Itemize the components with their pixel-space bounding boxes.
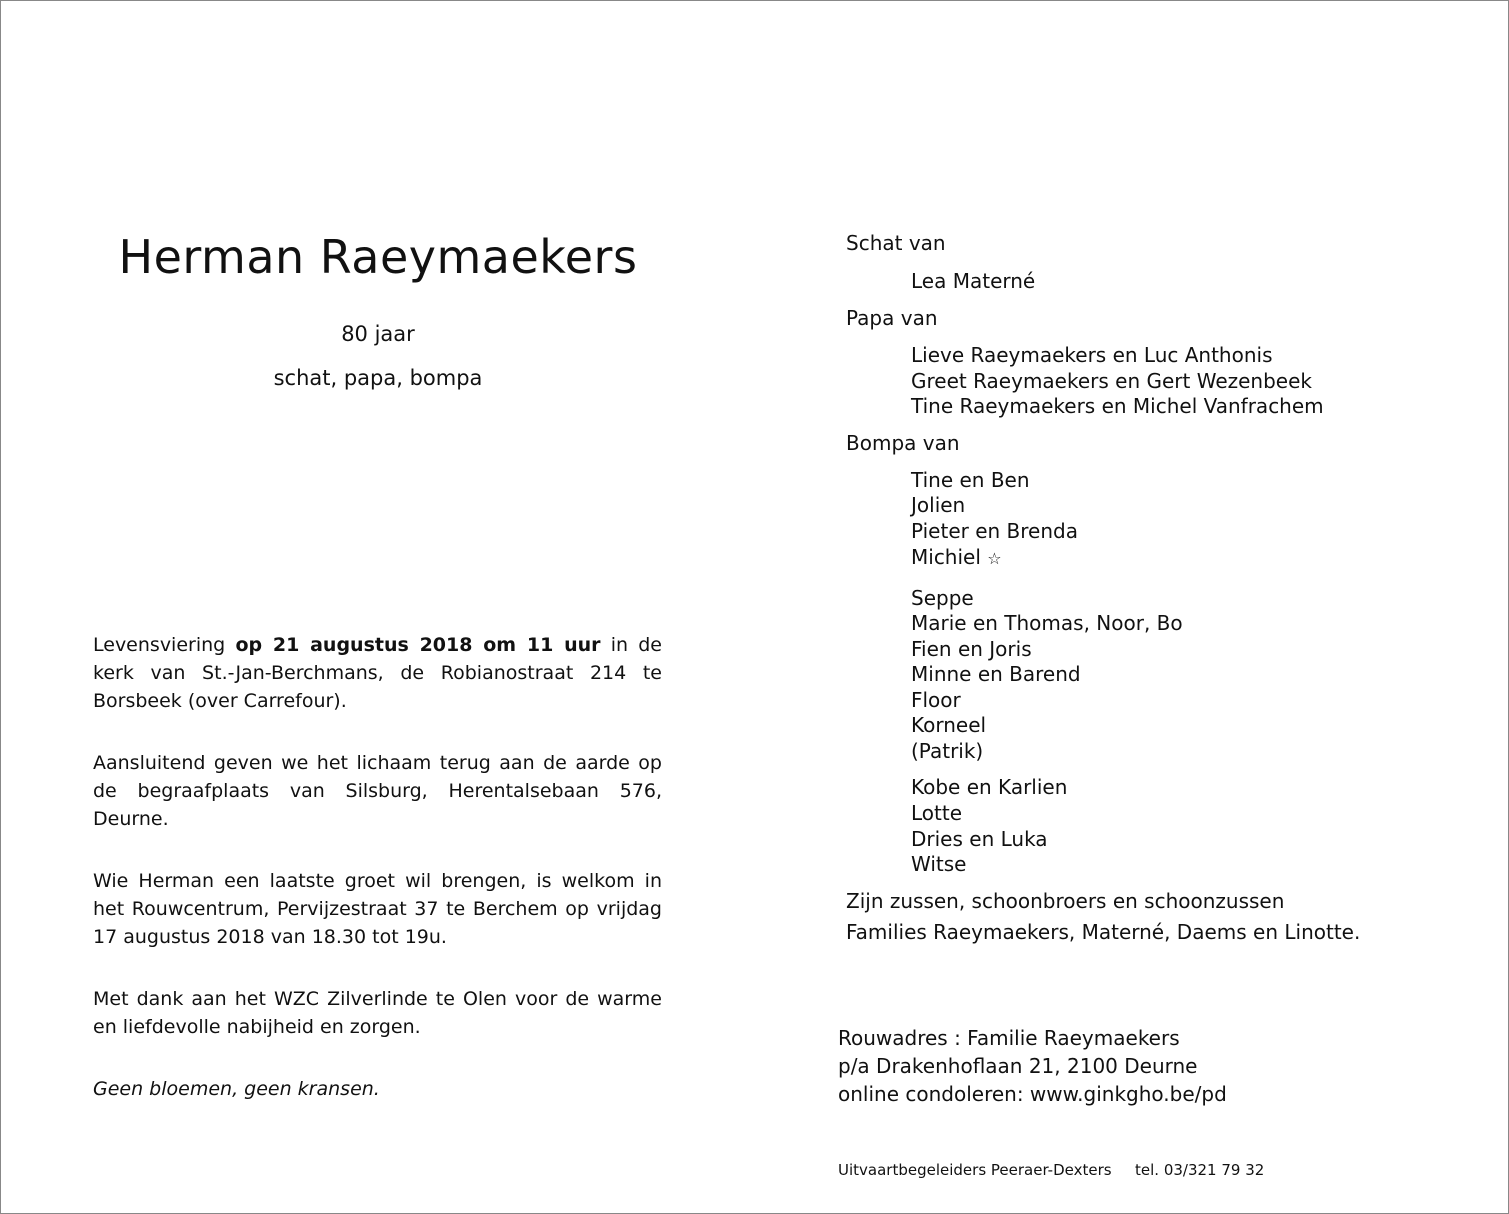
grandchild-entry: (Patrik) xyxy=(911,739,984,763)
visitation-paragraph: Wie Herman een laatste groet wil brengen, is welkom in het Rouwcentrum, Pervijzestraat 37 te Berchem op vrijdag 17 augustus 2018 van 18.30 tot 19u. xyxy=(93,870,662,948)
grandchild-entry: Pieter en Brenda xyxy=(911,519,1078,543)
ceremony-location: in de kerk van St.-Jan-Berchmans, de Robianostraat 214 te Borsbeek (over Carrefour). xyxy=(93,634,662,712)
grandchild-entry xyxy=(911,545,1002,569)
grandchild-entry: Fien en Joris xyxy=(911,637,1032,661)
grandchild-entry: Korneel xyxy=(911,713,987,737)
address-line: Rouwadres : Familie Raeymaekers xyxy=(838,1026,1180,1050)
undertaker-phone: tel. 03/321 79 32 xyxy=(1135,1161,1265,1179)
grandchild-entry: Dries en Luka xyxy=(911,827,1048,851)
grandchild-entry: Witse xyxy=(911,852,967,876)
partner-name: Lea Materné xyxy=(911,269,1036,293)
grandchild-entry: Jolien xyxy=(911,493,966,517)
child-entry: Greet Raeymaekers en Gert Wezenbeek xyxy=(911,369,1312,393)
no-flowers-note: Geen bloemen, geen kransen. xyxy=(93,1078,380,1100)
thanks-paragraph: Met dank aan het WZC Zilverlinde te Olen voor de warme en liefdevolle nabijheid en zorgen. xyxy=(93,988,662,1038)
siblings-line: Zijn zussen, schoonbroers en schoonzussen xyxy=(846,889,1285,913)
ceremony-paragraph xyxy=(93,631,662,715)
age-text: 80 jaar xyxy=(341,322,415,346)
grandchild-entry: Minne en Barend xyxy=(911,662,1081,686)
burial-paragraph: Aansluitend geven we het lichaam terug aan de aarde op de begraafplaats van Silsburg, Herentalsebaan 576, Deurne. xyxy=(93,752,662,830)
address-line: p/a Drakenhoflaan 21, 2100 Deurne xyxy=(838,1054,1198,1078)
star-icon: ☆ xyxy=(987,549,1002,568)
schat-heading: Schat van xyxy=(846,231,946,255)
papa-heading: Papa van xyxy=(846,306,938,330)
grandchild-entry: Floor xyxy=(911,688,961,712)
deceased-name: Herman Raeymaekers xyxy=(118,230,638,284)
grandchild-entry: Marie en Thomas, Noor, Bo xyxy=(911,611,1183,635)
grandchild-entry: Kobe en Karlien xyxy=(911,775,1068,799)
bompa-heading: Bompa van xyxy=(846,431,960,455)
child-entry: Lieve Raeymaekers en Luc Anthonis xyxy=(911,343,1273,367)
grandchild-entry: Lotte xyxy=(911,801,963,825)
grandchild-entry: Seppe xyxy=(911,586,974,610)
condolence-url: online condoleren: www.ginkgho.be/pd xyxy=(838,1082,1227,1106)
child-entry: Tine Raeymaekers en Michel Vanfrachem xyxy=(911,394,1324,418)
ceremony-intro: Levensviering xyxy=(93,634,236,656)
undertaker-name: Uitvaartbegeleiders Peeraer-Dexters xyxy=(838,1161,1112,1179)
grandchild-entry: Tine en Ben xyxy=(911,468,1030,492)
families-line: Families Raeymaekers, Materné, Daems en Linotte. xyxy=(846,920,1361,944)
ceremony-datetime: op 21 augustus 2018 om 11 uur xyxy=(235,634,601,656)
roles-text: schat, papa, bompa xyxy=(273,366,483,390)
grandchild-name: Michiel xyxy=(911,545,981,569)
